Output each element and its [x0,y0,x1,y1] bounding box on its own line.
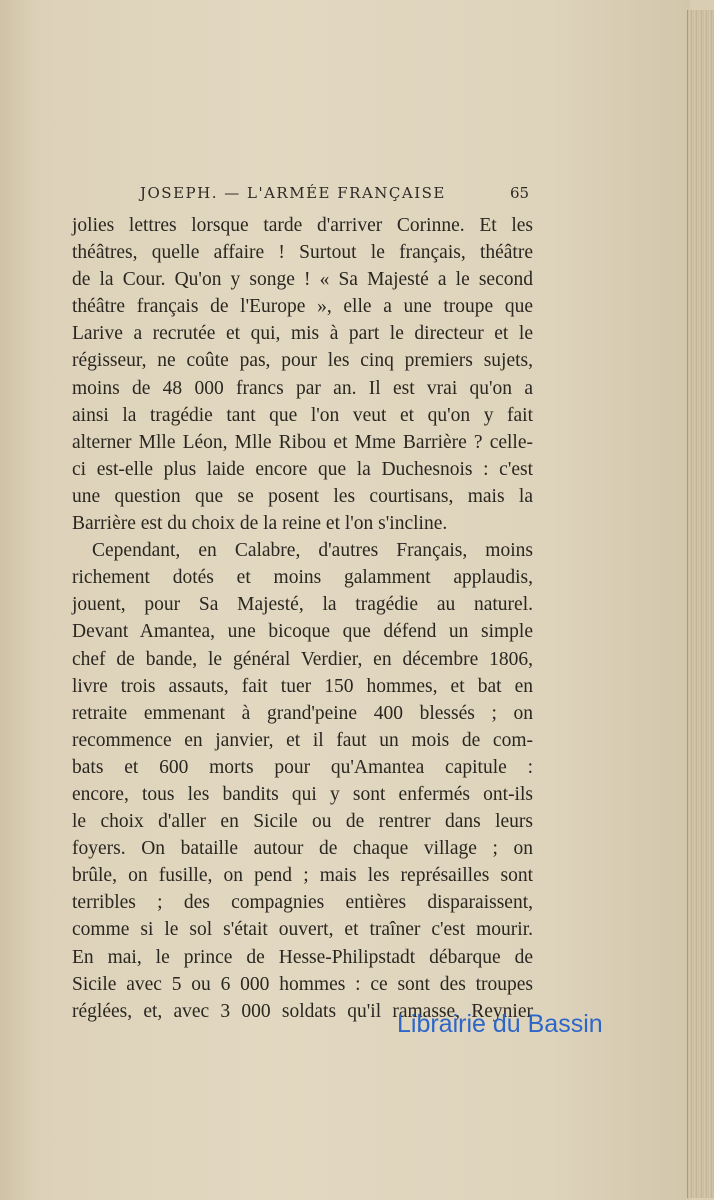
text-line: Larive a recrutée et qui, mis à part le directeur et le [72,323,533,345]
text-line: jolies lettres lorsque tarde d'arriver Corinne. Et les [72,215,533,236]
text-line: encore, tous les bandits qui y sont enfermés ont-ils [72,783,533,805]
text-line: moins de 48 000 francs par an. Il est vrai qu'on a [72,377,533,399]
text-line: théâtre français de l'Europe », elle a une troupe que [72,296,533,318]
text-line: comme si le sol s'était ouvert, et traîner c'est mourir. [72,919,533,941]
watermark-text: Librairie du Bassin [397,1010,603,1038]
text-line: richement dotés et moins galamment applaudis, [72,567,533,589]
text-line: recommence en janvier, et il faut un mois de com- [72,729,533,751]
text-line: le choix d'aller en Sicile ou de rentrer dans leurs [72,811,533,833]
text-line: Devant Amantea, une bicoque que défend un simple [72,621,533,643]
text-line: ainsi la tragédie tant que l'on veut et qu'on y fait [72,404,533,426]
text-line: terribles ; des compagnies entières disparaissent, [72,892,533,914]
text-line: théâtres, quelle affaire ! Surtout le français, théâtre [72,242,533,264]
text-line: réglées, et, avec 3 000 soldats qu'il ramasse, Reynier [72,1000,533,1022]
page-number: 65 [510,184,530,202]
text-line: En mai, le prince de Hesse-Philipstadt débarque de [72,946,533,968]
text-line: Cependant, en Calabre, d'autres Français, moins [92,540,533,562]
text-line: chef de bande, le général Verdier, en décembre 1806, [72,648,533,670]
text-line: Barrière est du choix de la reine et l'on s'incline. [72,513,448,535]
text-line: brûle, on fusille, on pend ; mais les représailles sont [72,865,533,887]
text-line: livre trois assauts, fait tuer 150 hommes, et bat en [72,675,533,697]
text-line: ci est-elle plus laide encore que la Duchesnois : c'est [72,458,533,480]
body-text [72,212,533,1025]
running-header [140,184,530,202]
text-line: retraite emmenant à grand'peine 400 blessés ; on [72,702,533,724]
text-line: bats et 600 morts pour qu'Amantea capitule : [72,756,533,778]
text-line: foyers. On bataille autour de chaque village ; on [72,838,533,860]
page-edges [687,10,714,1198]
header-title: JOSEPH. — L'ARMÉE FRANÇAISE [140,184,446,202]
text-line: jouent, pour Sa Majesté, la tragédie au naturel. [72,594,533,616]
text-line: de la Cour. Qu'on y songe ! « Sa Majesté a le second [72,269,533,291]
text-line: alterner Mlle Léon, Mlle Ribou et Mme Barrière ? celle- [72,431,533,453]
text-line: Sicile avec 5 ou 6 000 hommes : ce sont des troupes [72,973,533,995]
text-line: une question que se posent les courtisans, mais la [72,485,533,507]
text-line: régisseur, ne coûte pas, pour les cinq premiers sujets, [72,350,533,372]
